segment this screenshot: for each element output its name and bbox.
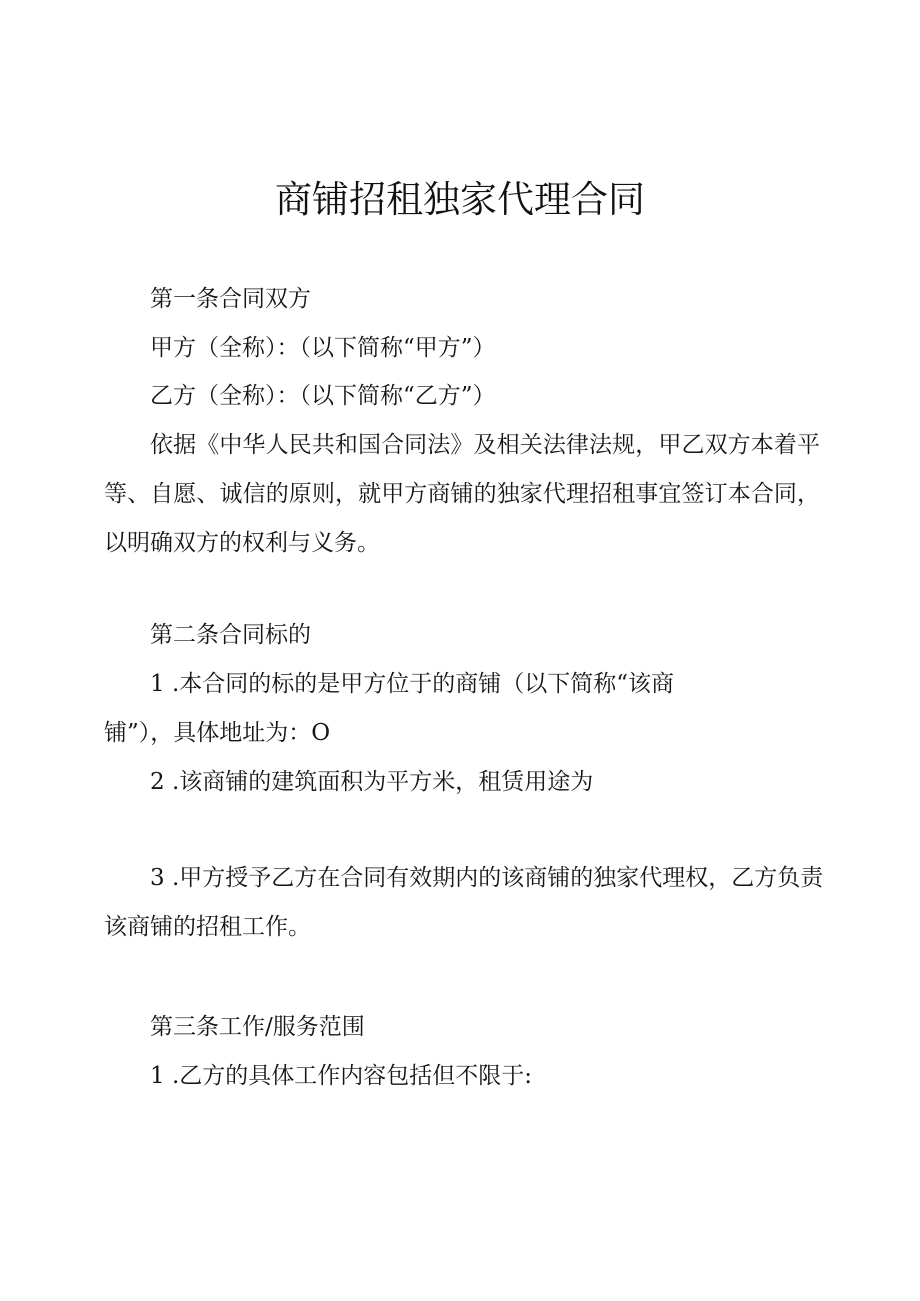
subject-item-3-line-2: 该商铺的招租工作。 [104,914,311,940]
preamble-line-2: 等、自愿、诚信的原则，就甲方商铺的独家代理招租事宜签订本合同， [104,481,820,507]
section-heading-scope: 第三条工作/服务范围 [150,1014,365,1040]
document-title: 商铺招租独家代理合同 [275,178,645,221]
preamble-line-3: 以明确双方的权利与义务。 [104,530,380,556]
party-a-line: 甲方（全称）：（以下简称“甲方”） [150,335,496,361]
subject-item-1-line-2: 铺”），具体地址为：O [104,720,331,746]
scope-item-1: 1 .乙方的具体工作内容包括但不限于: [150,1063,533,1089]
party-b-line: 乙方（全称）：（以下简称“乙方”） [150,383,496,409]
subject-item-1-line-1: 1 .本合同的标的是甲方位于的商铺（以下简称“该商 [150,671,675,697]
section-heading-parties: 第一条合同双方 [150,286,311,312]
section-heading-subject: 第二条合同标的 [150,622,311,648]
preamble-line-1: 依据《中华人民共和国合同法》及相关法律法规，甲乙双方本着平 [150,432,820,458]
subject-item-3-line-1: 3 .甲方授予乙方在合同有效期内的该商铺的独家代理权，乙方负责 [150,865,824,891]
subject-item-2: 2 .该商铺的建筑面积为平方米，租赁用途为 [150,769,594,795]
